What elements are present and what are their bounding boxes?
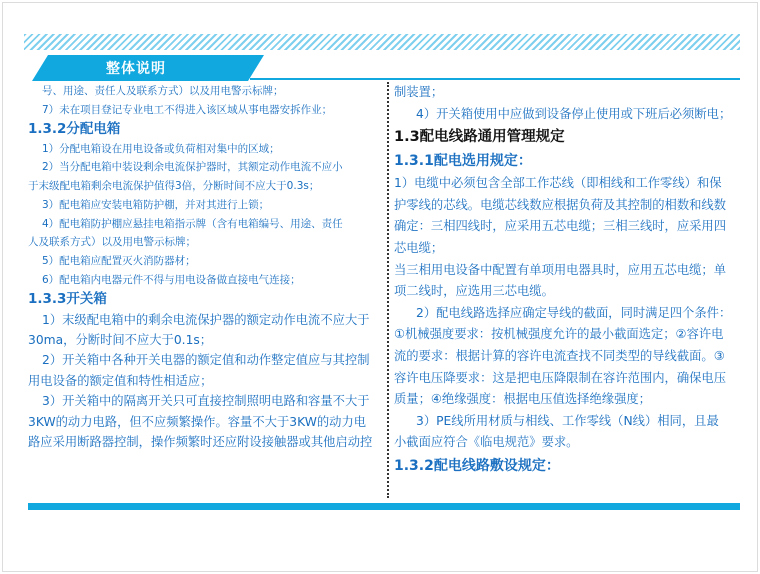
right-line: 质量；④绝缘强度：根据电压值选择绝缘强度； bbox=[394, 392, 651, 407]
right-line: 小截面应符合《临电规范》要求。 bbox=[394, 435, 579, 450]
right-line: 当三相用电设备中配置有单项用电器具时，应用五芯电缆；单 bbox=[394, 262, 727, 277]
column-divider bbox=[387, 82, 389, 498]
right-line: 容许电压降要求：这是把电压降限制在容许范围内，确保电压 bbox=[394, 370, 727, 385]
right-line: 芯电缆； bbox=[394, 240, 444, 255]
section-heading-1-3: 1.3配电线路通用管理规定 bbox=[394, 129, 565, 146]
left-line: 3KW的动力电路，但不应频繁操作。容量不大于3KW的动力电 bbox=[28, 414, 367, 429]
section-heading-1-3-1: 1.3.1配电选用规定： bbox=[394, 153, 532, 170]
left-line: 2）开关箱中各种开关电器的额定值和动作整定值应与其控制 bbox=[42, 353, 370, 368]
right-line: 项二线时，应选用三芯电缆。 bbox=[394, 284, 554, 299]
left-line: 4）配电箱防护棚应悬挂电箱指示牌（含有电箱编号、用途、责任 bbox=[42, 217, 343, 230]
section-heading-1-3-2-lines: 1.3.2配电线路敷设规定： bbox=[394, 457, 560, 474]
bottom-bar bbox=[28, 503, 740, 510]
section-banner bbox=[10, 55, 740, 81]
left-line: 30ma，分断时间不应大于0.1s； bbox=[28, 333, 213, 348]
left-line: 路应采用断路器控制，操作频繁时还应附设接触器或其他启动控 bbox=[28, 435, 373, 449]
right-line: ①机械强度要求：按机械强度允许的最小截面选定；②容许电 bbox=[394, 327, 724, 342]
left-line: 1）分配电箱设在用电设备或负荷相对集中的区域； bbox=[42, 142, 280, 155]
right-column bbox=[394, 82, 744, 478]
banner-underline bbox=[250, 78, 740, 80]
banner-title: 整体说明 bbox=[106, 61, 166, 77]
left-line: 于末级配电箱剩余电流保护值得3倍，分断时间不应大于0.3s； bbox=[28, 180, 320, 193]
right-line: 护零线的芯线。电缆芯线数应根据负荷及其控制的相数和线数 bbox=[394, 197, 727, 212]
left-line: 3）开关箱中的隔离开关只可直接控制照明电路和容量不大于 bbox=[42, 394, 370, 409]
right-line: 流的要求：根据计算的容许电流查找不同类型的导线截面。③ bbox=[394, 348, 725, 363]
left-line: 1）末级配电箱中的剩余电流保护器的额定动作电流不应大于 bbox=[42, 312, 370, 327]
section-heading-1-3-3: 1.3.3开关箱 bbox=[28, 291, 107, 308]
right-line: 1）电缆中必须包含全部工作芯线（即相线和工作零线）和保 bbox=[394, 176, 722, 191]
right-line: 确定：三相四线时，应采用五芯电缆；三相三线时，应采用四 bbox=[394, 219, 727, 234]
right-line: 3）PE线所用材质与相线、工作零线（N线）相同，且最 bbox=[416, 413, 719, 428]
left-line: 5）配电箱应配置灭火消防器材； bbox=[42, 254, 196, 267]
left-line: 人及联系方式）以及用电警示标牌； bbox=[28, 236, 196, 249]
left-line: 用电设备的额定值和特性相适应； bbox=[28, 373, 213, 388]
decorative-stripe bbox=[24, 34, 740, 50]
left-line: 号、用途、责任人及联系方式）以及用电警示标牌； bbox=[42, 85, 284, 97]
right-line: 4）开关箱使用中应做到设备停止使用或下班后必须断电； bbox=[416, 106, 732, 121]
left-line: 7）未在项目登记专业电工不得进入该区域从事电器安拆作业； bbox=[42, 103, 333, 116]
left-line: 3）配电箱应安装电箱防护棚，并对其进行上锁； bbox=[42, 198, 270, 211]
left-column bbox=[28, 82, 384, 452]
right-line: 2）配电线路选择应确定导线的截面，同时满足四个条件： bbox=[416, 305, 732, 320]
section-heading-1-3-2: 1.3.2分配电箱 bbox=[28, 121, 121, 138]
left-line: 6）配电箱内电器元件不得与用电设备做直接电气连接； bbox=[42, 273, 301, 286]
left-line: 2）当分配电箱中装设剩余电流保护器时，其额定动作电流不应小 bbox=[42, 161, 343, 174]
right-line: 制装置； bbox=[394, 85, 444, 99]
